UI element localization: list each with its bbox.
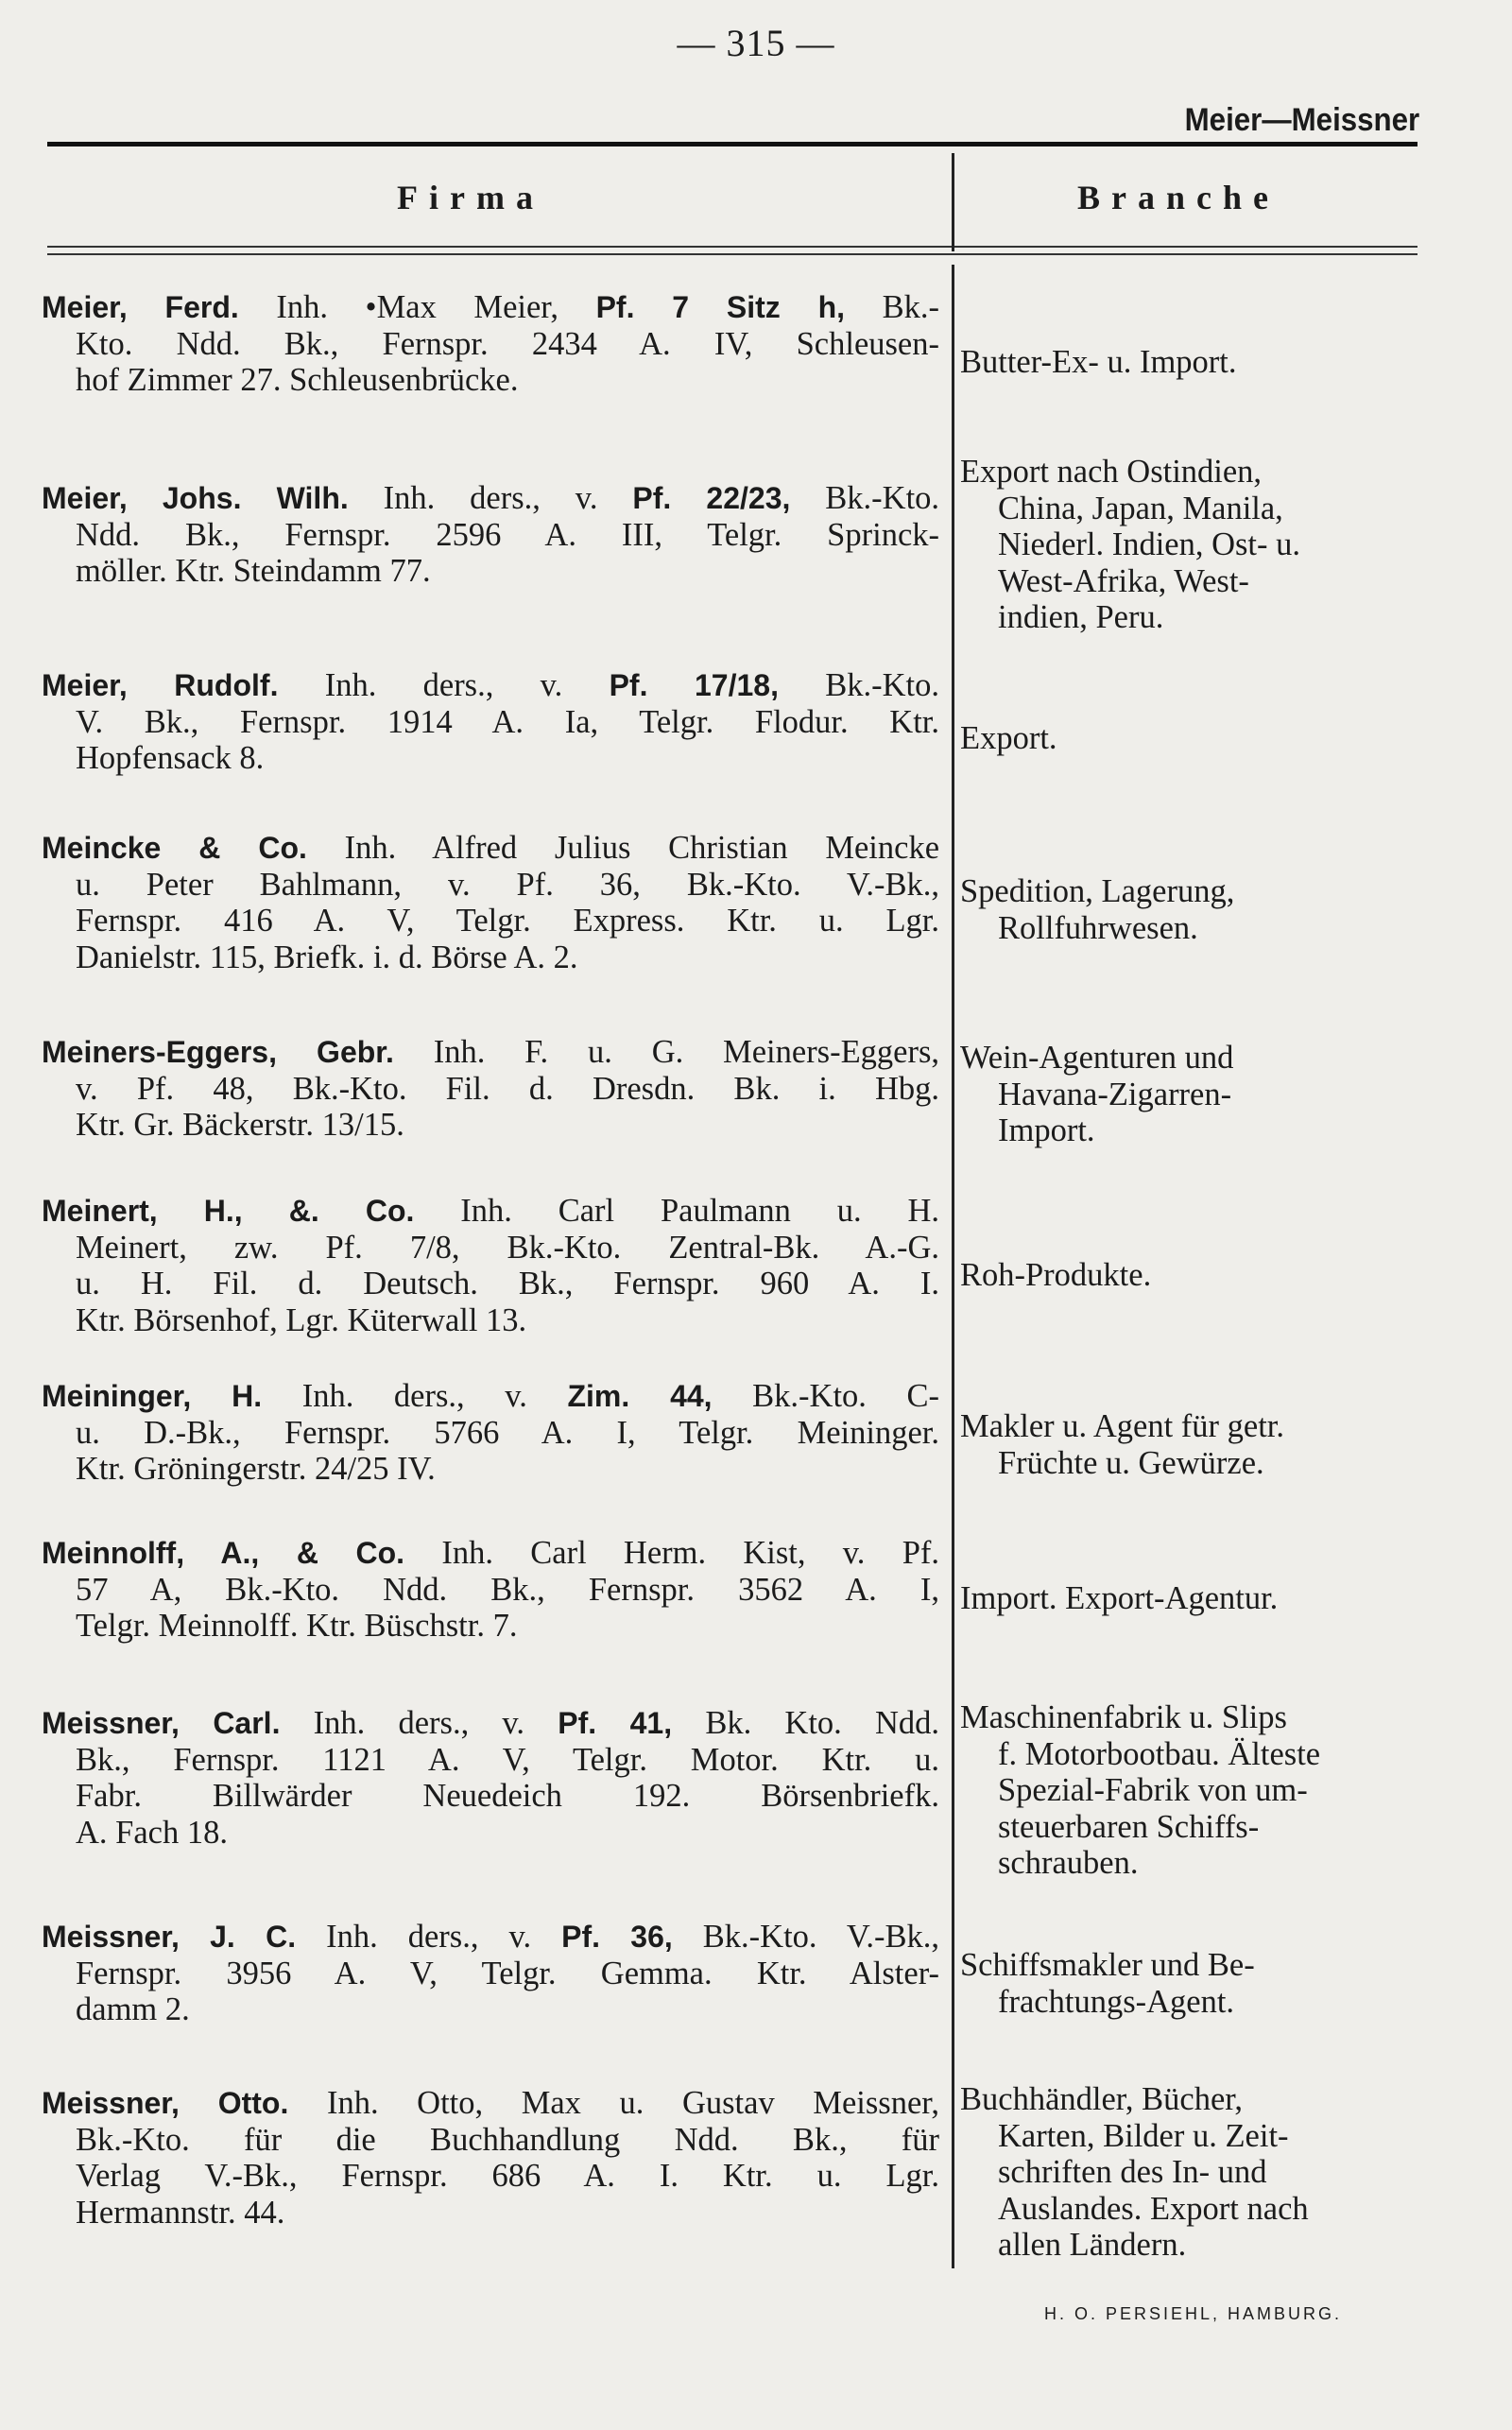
entry-line: Kto. Ndd. Bk., Fernspr. 2434 A. IV, Schleusen- [76, 325, 939, 362]
branche-line: indien, Peru. [998, 599, 1164, 635]
entry-text: Bk.- [882, 289, 939, 325]
branche-line: Export. [960, 720, 1057, 756]
entry-text: Bk.-Kto. C- [752, 1378, 939, 1414]
branche-meissner-otto [960, 2081, 1414, 2264]
entry-text: Inh. ders., v. [326, 1919, 532, 1955]
entry-line: Verlag V.-Bk., Fernspr. 686 A. I. Ktr. u. Lgr. [76, 2158, 939, 2194]
entry-meier-johs-wilh [42, 480, 939, 590]
branche-line: Buchhändler, Bücher, [960, 2081, 1244, 2117]
firm-name: Meiners-Eggers, Gebr. [42, 1035, 394, 1069]
entry-line: Ndd. Bk., Fernspr. 2596 A. III, Telgr. Sprinck- [76, 516, 939, 553]
branche-line: schriften des In- und [998, 2154, 1267, 2190]
entry-meissner-j-c [42, 1919, 939, 2028]
entry-meinert-h-co [42, 1193, 939, 1338]
branche-line: frachtungs-Agent. [998, 1983, 1235, 2020]
postfach: Pf. 17/18, [609, 668, 779, 702]
entry-line: Ktr. Gröningerstr. 24/25 IV. [76, 1451, 436, 1487]
branche-line: Import. [998, 1112, 1095, 1148]
postfach: Pf. 36, [561, 1920, 673, 1954]
entry-text: Inh. Carl Herm. Kist, v. Pf. [441, 1535, 939, 1571]
entry-line: v. Pf. 48, Bk.-Kto. Fil. d. Dresdn. Bk. i. Hbg. [76, 1070, 939, 1107]
branche-line: schrauben. [998, 1845, 1139, 1881]
postfach: Zim. 44, [567, 1379, 713, 1413]
branche-meissner-carl [960, 1699, 1414, 1882]
postfach: Pf. 41, [558, 1706, 673, 1740]
entry-text: Inh. Alfred Julius Christian Meincke [344, 830, 939, 866]
entry-line: Hopfensack 8. [76, 740, 265, 776]
firm-name: Meissner, Otto. [42, 2086, 289, 2120]
branche-line: Wein-Agenturen und [960, 1040, 1234, 1076]
branche-line: Karten, Bilder u. Zeit- [998, 2117, 1289, 2154]
entry-text: Inh. ders., v. [301, 1378, 527, 1414]
entry-line: Hermannstr. 44. [76, 2194, 285, 2231]
postfach: Pf. 7 Sitz h, [595, 290, 846, 324]
entry-line: Fernspr. 416 A. V, Telgr. Express. Ktr. u. Lgr. [76, 903, 939, 939]
branche-meinnolff-a-co [960, 1580, 1414, 1617]
branche-line: Früchte u. Gewürze. [998, 1444, 1264, 1481]
branche-line: Schiffsmakler und Be- [960, 1947, 1255, 1983]
firm-name: Meissner, J. C. [42, 1920, 297, 1954]
entry-line: Fabr. Billwärder Neuedeich 192. Börsenbriefk. [76, 1778, 939, 1814]
entry-meier-ferd [42, 289, 939, 399]
entry-text: Inh. Otto, Max u. Gustav Meissner, [326, 2085, 939, 2121]
firm-name: Meier, Rudolf. [42, 668, 279, 702]
branche-line: Roh-Produkte. [960, 1257, 1152, 1293]
firm-name: Meissner, Carl. [42, 1706, 281, 1740]
entry-line: u. H. Fil. d. Deutsch. Bk., Fernspr. 960 A. I. [76, 1266, 939, 1301]
running-head: Meier—Meissner [1184, 102, 1419, 138]
entry-meier-rudolf [42, 667, 939, 777]
column-header-firma: Firma [397, 179, 544, 216]
header-column-divider [952, 153, 954, 251]
branche-line: Export nach Ostindien, [960, 454, 1263, 490]
firm-name: Meininger, H. [42, 1379, 263, 1413]
entry-line: A. Fach 18. [76, 1814, 228, 1851]
branche-line: Maschinenfabrik u. Slips [960, 1699, 1287, 1735]
branche-meinert-h-co [960, 1257, 1414, 1294]
entry-meiners-eggers [42, 1034, 939, 1144]
entry-line: damm 2. [76, 1991, 190, 2027]
entry-text: Inh. ders., v. [324, 667, 563, 703]
entry-meissner-otto [42, 2085, 939, 2231]
entry-line: Bk., Fernspr. 1121 A. V, Telgr. Motor. Ktr. u. [76, 1741, 939, 1778]
firm-name: Meier, Ferd. [42, 290, 239, 324]
branche-line: Rollfuhrwesen. [998, 909, 1198, 946]
page-number: — 315 — [677, 22, 835, 64]
entry-line: u. Peter Bahlmann, v. Pf. 36, Bk.-Kto. V.-Bk., [76, 866, 939, 903]
entry-text: Bk. Kto. Ndd. [705, 1705, 939, 1741]
postfach: Pf. 22/23, [632, 481, 791, 515]
firm-name: Meincke & Co. [42, 831, 307, 865]
entry-line: V. Bk., Fernspr. 1914 A. Ia, Telgr. Flodur. Ktr. [76, 703, 939, 740]
entry-line: Meinert, zw. Pf. 7/8, Bk.-Kto. Zentral-Bk. A.-G. [76, 1229, 939, 1266]
entry-line: hof Zimmer 27. Schleusenbrücke. [76, 362, 519, 398]
branche-meier-ferd [960, 344, 1414, 381]
printer-imprint: H. O. PERSIEHL, HAMBURG. [1043, 2304, 1342, 2323]
entry-text: Bk.-Kto. [825, 480, 939, 516]
branche-line: f. Motorbootbau. Älteste [998, 1735, 1321, 1772]
branche-line: Spezial-Fabrik von um- [998, 1772, 1308, 1808]
branche-line: West-Afrika, West- [998, 562, 1249, 599]
entry-line: Danielstr. 115, Briefk. i. d. Börse A. 2. [76, 939, 578, 975]
branche-line: Havana-Zigarren- [998, 1076, 1232, 1112]
entry-meininger-h [42, 1378, 939, 1488]
entry-line: u. D.-Bk., Fernspr. 5766 A. I, Telgr. Meininger. [76, 1414, 939, 1451]
branche-meininger-h [960, 1408, 1414, 1481]
branche-line: Makler u. Agent für getr. [960, 1408, 1284, 1444]
branche-meincke-co [960, 873, 1414, 946]
entry-line: Bk.-Kto. für die Buchhandlung Ndd. Bk., für [76, 2121, 939, 2158]
entry-text: Inh. ders., v. [313, 1705, 525, 1741]
entry-meissner-carl [42, 1705, 939, 1851]
entry-line: 57 A, Bk.-Kto. Ndd. Bk., Fernspr. 3562 A. I, [76, 1571, 939, 1608]
firm-name: Meinert, H., &. Co. [42, 1194, 415, 1228]
firm-name: Meier, Johs. Wilh. [42, 481, 349, 515]
branche-line: allen Ländern. [998, 2227, 1187, 2263]
header-bottom-rule-1 [47, 246, 1418, 248]
branche-meissner-j-c [960, 1947, 1414, 2020]
entry-line: möller. Ktr. Steindamm 77. [76, 553, 431, 589]
entry-text: Inh. F. u. G. Meiners-Eggers, [433, 1034, 939, 1070]
entry-meincke-co [42, 830, 939, 975]
branche-line: steuerbaren Schiffs- [998, 1808, 1260, 1845]
branche-meiners-eggers [960, 1040, 1414, 1149]
entry-meinnolff-a-co [42, 1535, 939, 1645]
firm-name: Meinnolff, A., & Co. [42, 1536, 405, 1570]
branche-line: Niederl. Indien, Ost- u. [998, 526, 1301, 562]
branche-line: Spedition, Lagerung, [960, 873, 1235, 909]
column-divider [952, 265, 954, 2268]
header-bottom-rule-2 [47, 253, 1418, 255]
branche-line: Butter-Ex- u. Import. [960, 344, 1237, 380]
column-header-branche: Branche [1077, 179, 1280, 216]
entry-text: Inh. •Max Meier, [276, 289, 559, 325]
entry-text: Inh. ders., v. [383, 480, 598, 516]
branche-line: Auslandes. Export nach [998, 2190, 1309, 2227]
branche-meier-johs-wilh [960, 454, 1414, 636]
entry-text: Bk.-Kto. V.-Bk., [702, 1919, 939, 1955]
entry-line: Ktr. Börsenhof, Lgr. Küterwall 13. [76, 1301, 527, 1338]
entry-text: Bk.-Kto. [825, 667, 939, 703]
branche-meier-rudolf [960, 720, 1414, 757]
header-rule [47, 142, 1418, 146]
entry-line: Ktr. Gr. Bäckerstr. 13/15. [76, 1107, 404, 1143]
branche-line: Import. Export-Agentur. [960, 1580, 1279, 1616]
branche-line: China, Japan, Manila, [998, 490, 1283, 526]
entry-line: Fernspr. 3956 A. V, Telgr. Gemma. Ktr. Alster- [76, 1955, 939, 1991]
entry-text: Inh. Carl Paulmann u. H. [460, 1193, 939, 1229]
entry-line: Telgr. Meinnolff. Ktr. Büschstr. 7. [76, 1608, 518, 1644]
